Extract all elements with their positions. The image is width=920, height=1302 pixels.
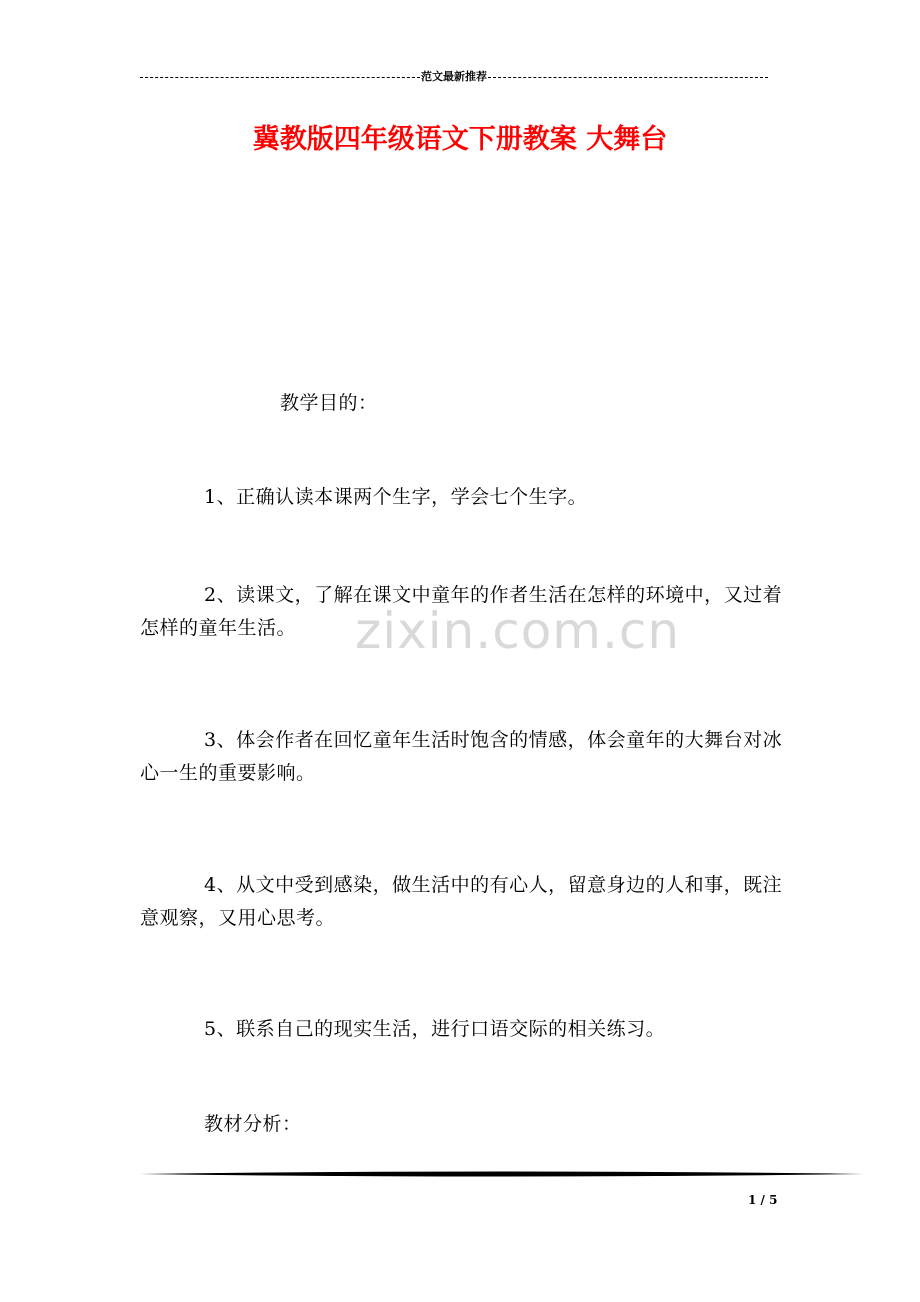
objective-item-1: 1、正确认读本课两个生字，学会七个生字。 [204, 486, 588, 508]
page-header [140, 70, 768, 84]
objectives-heading: 教学目的： [280, 392, 378, 414]
watermark-text: zixin.com.cn [355, 602, 681, 660]
objective-item-5: 5、联系自己的现实生活，进行口语交际的相关练习。 [204, 1018, 666, 1040]
header-dash-right [488, 77, 768, 78]
header-label: 范文最新推荐 [421, 70, 487, 83]
objective-item-4: 4、从文中受到感染，做生活中的有心人，留意身边的人和事，既注意观察，又用心思考。 [140, 874, 783, 929]
document-title: 冀教版四年级语文下册教案 大舞台 [252, 124, 668, 155]
objective-item-2: 2、读课文，了解在课文中童年的作者生活在怎样的环境中，又过着怎样的童年生活。 [140, 584, 783, 639]
footer-rule [140, 1170, 863, 1178]
analysis-heading: 教材分析： [204, 1113, 302, 1135]
objective-item-3: 3、体会作者在回忆童年生活时饱含的情感，体会童年的大舞台对冰心一生的重要影响。 [140, 729, 783, 784]
page-number: 1 / 5 [748, 1193, 778, 1207]
header-dash-left [140, 77, 420, 78]
